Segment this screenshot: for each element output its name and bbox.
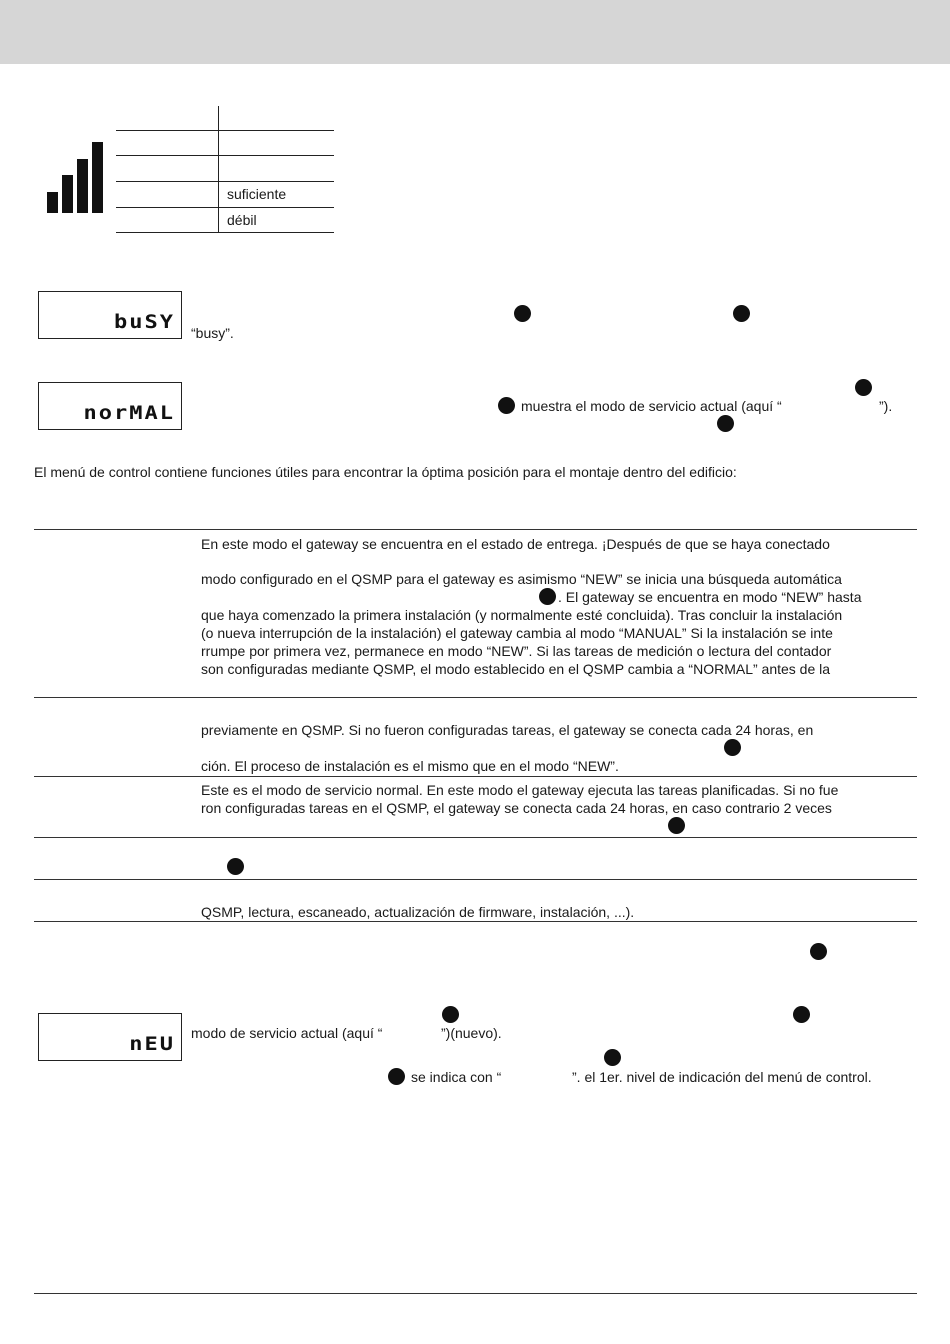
signal-table: [116, 106, 334, 234]
lcd-display-normal: [38, 382, 182, 430]
new-mode-text: En este modo el gateway se encuentra en el estado de entrega. ¡Después de que se haya conectado: [201, 536, 830, 552]
lcd-display-busy: [38, 291, 182, 339]
callout-marker-icon: [668, 817, 685, 834]
normal-caption: muestra el modo de servicio actual (aquí “: [521, 398, 782, 414]
new-mode-text: (o nueva interrupción de la instalación) el gateway cambia al modo “MANUAL” Si la instalación se inte: [201, 625, 833, 641]
lcd-text: norMAL: [83, 402, 175, 425]
lcd-text: buSY: [114, 311, 175, 334]
callout-marker-icon: [539, 588, 556, 605]
signal-level-label: suficiente: [227, 186, 287, 202]
callout-marker-icon: [514, 305, 531, 322]
callout-marker-icon: [498, 397, 515, 414]
footer-rule: [34, 1293, 917, 1294]
new-mode-text: modo configurado en el QSMP para el gateway es asimismo “NEW” se inicia una búsqueda automática: [201, 571, 842, 587]
table-rule: [34, 697, 917, 698]
table-rule: [34, 776, 917, 777]
busy-mode-text: QSMP, lectura, escaneado, actualización de firmware, instalación, ...).: [201, 904, 635, 920]
table-rule: [34, 921, 917, 922]
intro-text: El menú de control contiene funciones útiles para encontrar la óptima posición para el montaje dentro del edificio:: [34, 464, 737, 480]
new-caption-line2-end: ”. el 1er. nivel de indicación del menú de control.: [572, 1069, 872, 1085]
busy-caption: “busy”.: [191, 325, 234, 341]
normal-caption-end: ”).: [879, 398, 893, 414]
callout-marker-icon: [793, 1006, 810, 1023]
callout-marker-icon: [810, 943, 827, 960]
new-mode-text: . El gateway se encuentra en modo “NEW” hasta: [558, 589, 862, 605]
callout-marker-icon: [227, 858, 244, 875]
lcd-display-new: [38, 1013, 182, 1061]
manual-mode-text: previamente en QSMP. Si no fueron configuradas tareas, el gateway se conecta cada 24 horas, en: [201, 722, 814, 738]
callout-marker-icon: [442, 1006, 459, 1023]
callout-marker-icon: [724, 739, 741, 756]
new-caption-line2: se indica con “: [411, 1069, 502, 1085]
callout-marker-icon: [388, 1068, 405, 1085]
signal-strength-icon: [47, 142, 103, 213]
lcd-text: nEU: [129, 1033, 175, 1056]
header-band: [0, 0, 950, 64]
callout-marker-icon: [855, 379, 872, 396]
new-mode-text: que haya comenzado la primera instalación (y normalmente esté concluida). Tras concluir la instalación: [201, 607, 843, 623]
new-caption-end: ”)(nuevo).: [441, 1025, 502, 1041]
callout-marker-icon: [733, 305, 750, 322]
normal-mode-text: ron configuradas tareas en el QSMP, el gateway se conecta cada 24 horas, en caso contrario 2 veces: [201, 800, 832, 816]
table-rule: [34, 879, 917, 880]
new-mode-text: rrumpe por primera vez, permanece en modo “NEW”. Si las tareas de medición o lectura del contador: [201, 643, 832, 659]
new-mode-text: son configuradas mediante QSMP, el modo establecido en el QSMP cambia a “NORMAL” antes de la: [201, 661, 831, 677]
manual-mode-text: ción. El proceso de instalación es el mismo que en el modo “NEW”.: [201, 758, 619, 774]
signal-level-label: débil: [227, 212, 257, 228]
table-rule: [34, 529, 917, 530]
normal-mode-text: Este es el modo de servicio normal. En este modo el gateway ejecuta las tareas planificadas. Si no fue: [201, 782, 839, 798]
callout-marker-icon: [604, 1049, 621, 1066]
callout-marker-icon: [717, 415, 734, 432]
new-caption: modo de servicio actual (aquí “: [191, 1025, 383, 1041]
table-rule: [34, 837, 917, 838]
